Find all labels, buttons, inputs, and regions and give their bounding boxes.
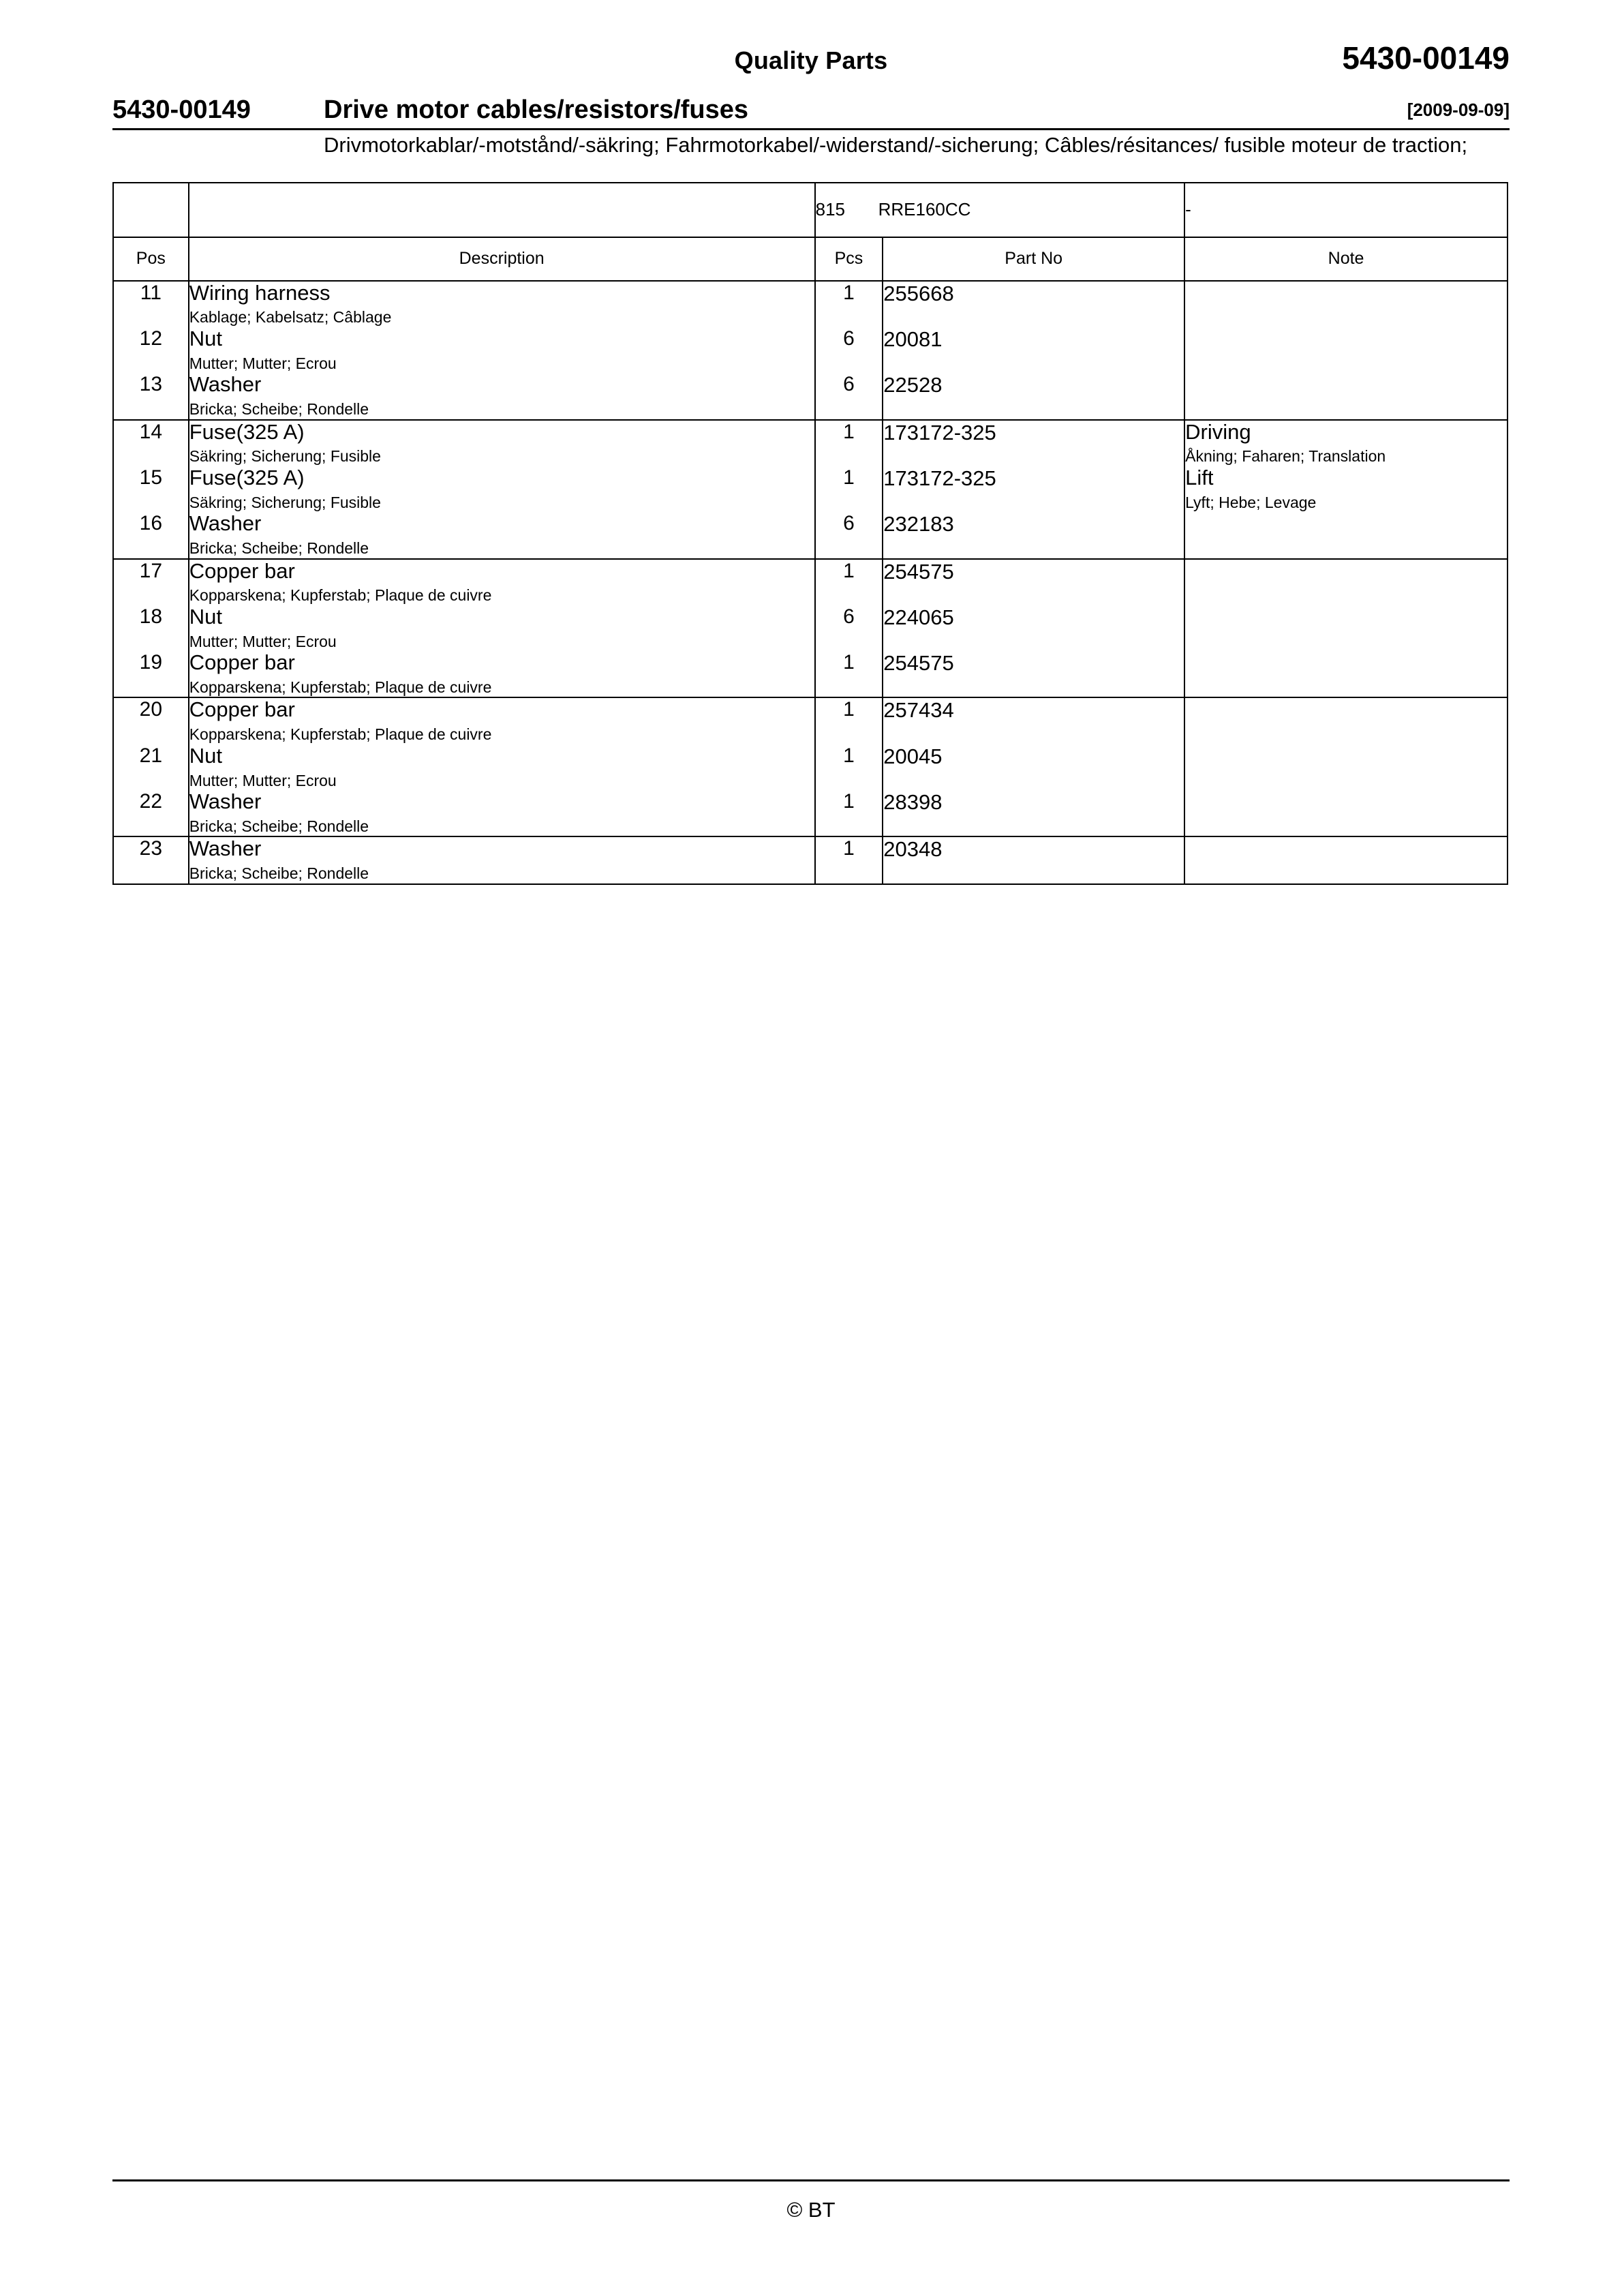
cell-pos: 11 [113,281,189,327]
cell-pcs: 1 [815,651,883,697]
cell-pcs: 6 [815,327,883,373]
cell-pos: 12 [113,327,189,373]
table-row [113,697,1508,744]
cell-note [1184,559,1508,605]
description-main: Nut [189,326,222,350]
column-header-pcs-label: Pcs [834,249,863,269]
cell-note [1184,420,1508,466]
cell-pos: 14 [113,420,189,466]
cell-part-no: 22528 [883,373,1184,419]
cell-pcs: 1 [815,790,883,836]
description-translations: Kopparskena; Kupferstab; Plaque de cuivre [189,586,492,605]
column-header-row [113,237,1508,281]
model-blank-cell [113,183,189,237]
cell-pos: 18 [113,605,189,651]
model-blank-cell-2 [189,183,815,237]
description-translations: Kopparskena; Kupferstab; Plaque de cuivre [189,725,492,744]
cell-part-no: 254575 [883,559,1184,605]
table-row [113,790,1508,836]
description-main: Copper bar [189,558,295,583]
note-main: Driving [1185,419,1251,444]
description-main: Copper bar [189,650,295,675]
cell-pcs: 6 [815,605,883,651]
description-main: Nut [189,604,222,629]
cell-note [1184,697,1508,744]
column-header-description [189,237,815,281]
note-translations: Åkning; Faharen; Translation [1185,447,1386,466]
cell-pcs: 1 [815,744,883,790]
cell-pcs: 1 [815,836,883,883]
table-row [113,512,1508,558]
header-title: Quality Parts [734,46,888,74]
cell-part-no: 20348 [883,836,1184,883]
cell-pos: 19 [113,651,189,697]
model-name: RRE160CC [878,199,971,220]
description-main: Washer [189,511,262,536]
cell-description [189,420,815,466]
cell-pcs: 1 [815,466,883,512]
table-row [113,420,1508,466]
cell-description [189,373,815,419]
description-main: Copper bar [189,697,295,722]
cell-description [189,559,815,605]
cell-note [1184,281,1508,327]
page-header [112,0,1510,76]
cell-part-no: 257434 [883,697,1184,744]
cell-description [189,327,815,373]
cell-part-no: 254575 [883,651,1184,697]
column-header-part-no [883,237,1184,281]
cell-description [189,651,815,697]
description-main: Fuse(325 A) [189,419,305,444]
cell-part-no: 232183 [883,512,1184,558]
model-dash-cell [1184,183,1508,237]
description-main: Wiring harness [189,280,331,305]
cell-part-no: 20045 [883,744,1184,790]
column-header-description-label: Description [459,249,545,269]
description-translations: Mutter; Mutter; Ecrou [189,771,337,789]
description-translations: Mutter; Mutter; Ecrou [189,632,337,650]
cell-part-no: 28398 [883,790,1184,836]
cell-note [1184,373,1508,419]
cell-description [189,466,815,512]
column-header-pos-label: Pos [136,249,166,269]
description-main: Nut [189,743,222,768]
cell-pos: 16 [113,512,189,558]
cell-note [1184,512,1508,558]
cell-part-no: 20081 [883,327,1184,373]
column-header-note [1184,237,1508,281]
header-document-code: 5430-00149 [1342,40,1510,76]
model-dash: - [1185,199,1191,220]
cell-pos: 20 [113,697,189,744]
cell-pos: 15 [113,466,189,512]
description-translations: Kopparskena; Kupferstab; Plaque de cuivre [189,678,492,696]
table-row [113,559,1508,605]
description-main: Fuse(325 A) [189,465,305,489]
description-translations: Säkring; Sicherung; Fusible [189,447,381,466]
revision-date: [2009-09-09] [1407,100,1510,120]
page-title: Drive motor cables/resistors/fuses [324,95,749,124]
description-main: Washer [189,836,262,861]
cell-note [1184,327,1508,373]
cell-note [1184,790,1508,836]
cell-description [189,790,815,836]
cell-description [189,281,815,327]
description-translations: Bricka; Scheibe; Rondelle [189,400,369,419]
column-header-part-no-label: Part No [1005,249,1063,269]
column-header-note-label: Note [1328,249,1364,269]
cell-pcs: 6 [815,512,883,558]
description-translations: Mutter; Mutter; Ecrou [189,354,337,372]
note-main: Lift [1185,465,1214,489]
cell-note [1184,605,1508,651]
cell-pos: 21 [113,744,189,790]
cell-pcs: 1 [815,559,883,605]
cell-pos: 22 [113,790,189,836]
cell-pcs: 1 [815,697,883,744]
cell-pcs: 1 [815,420,883,466]
footer-divider [112,2179,1510,2181]
cell-pcs: 1 [815,281,883,327]
cell-description [189,512,815,558]
description-main: Washer [189,789,262,814]
table-row [113,651,1508,697]
cell-description [189,697,815,744]
table-row [113,744,1508,790]
cell-note [1184,651,1508,697]
cell-description [189,744,815,790]
title-code: 5430-00149 [112,95,251,124]
model-identifier-cell [815,183,1185,237]
table-row [113,373,1508,419]
cell-part-no: 224065 [883,605,1184,651]
description-translations: Säkring; Sicherung; Fusible [189,493,381,511]
column-header-pos [113,237,189,281]
description-translations: Bricka; Scheibe; Rondelle [189,864,369,883]
table-row [113,327,1508,373]
table-row [113,605,1508,651]
cell-part-no: 255668 [883,281,1184,327]
title-block [112,95,1510,159]
model-header-row [113,183,1508,237]
footer-copyright: © BT [786,2198,836,2222]
note-translations: Lyft; Hebe; Levage [1185,493,1317,511]
description-main: Washer [189,372,262,397]
title-row [112,95,1510,125]
cell-description [189,605,815,651]
table-row [113,466,1508,512]
cell-note [1184,466,1508,512]
cell-pcs: 6 [815,373,883,419]
parts-table-body [113,281,1508,884]
title-subtitle: Drivmotorkablar/-motstånd/-säkring; Fahrmotorkabel/-widerstand/-sicherung; Câbles/résitances/ fusible moteur de traction; [324,133,1468,157]
cell-part-no: 173172-325 [883,420,1184,466]
cell-note [1184,744,1508,790]
cell-note [1184,836,1508,883]
cell-description [189,836,815,883]
description-translations: Bricka; Scheibe; Rondelle [189,817,369,835]
cell-part-no: 173172-325 [883,466,1184,512]
cell-pos: 17 [113,559,189,605]
description-translations: Kablage; Kabelsatz; Câblage [189,308,392,327]
cell-pos: 23 [113,836,189,883]
parts-table [112,182,1508,885]
cell-pos: 13 [113,373,189,419]
model-number: 815 [815,199,845,220]
column-header-pcs [815,237,883,281]
table-row [113,281,1508,327]
description-translations: Bricka; Scheibe; Rondelle [189,539,369,557]
table-row [113,836,1508,883]
